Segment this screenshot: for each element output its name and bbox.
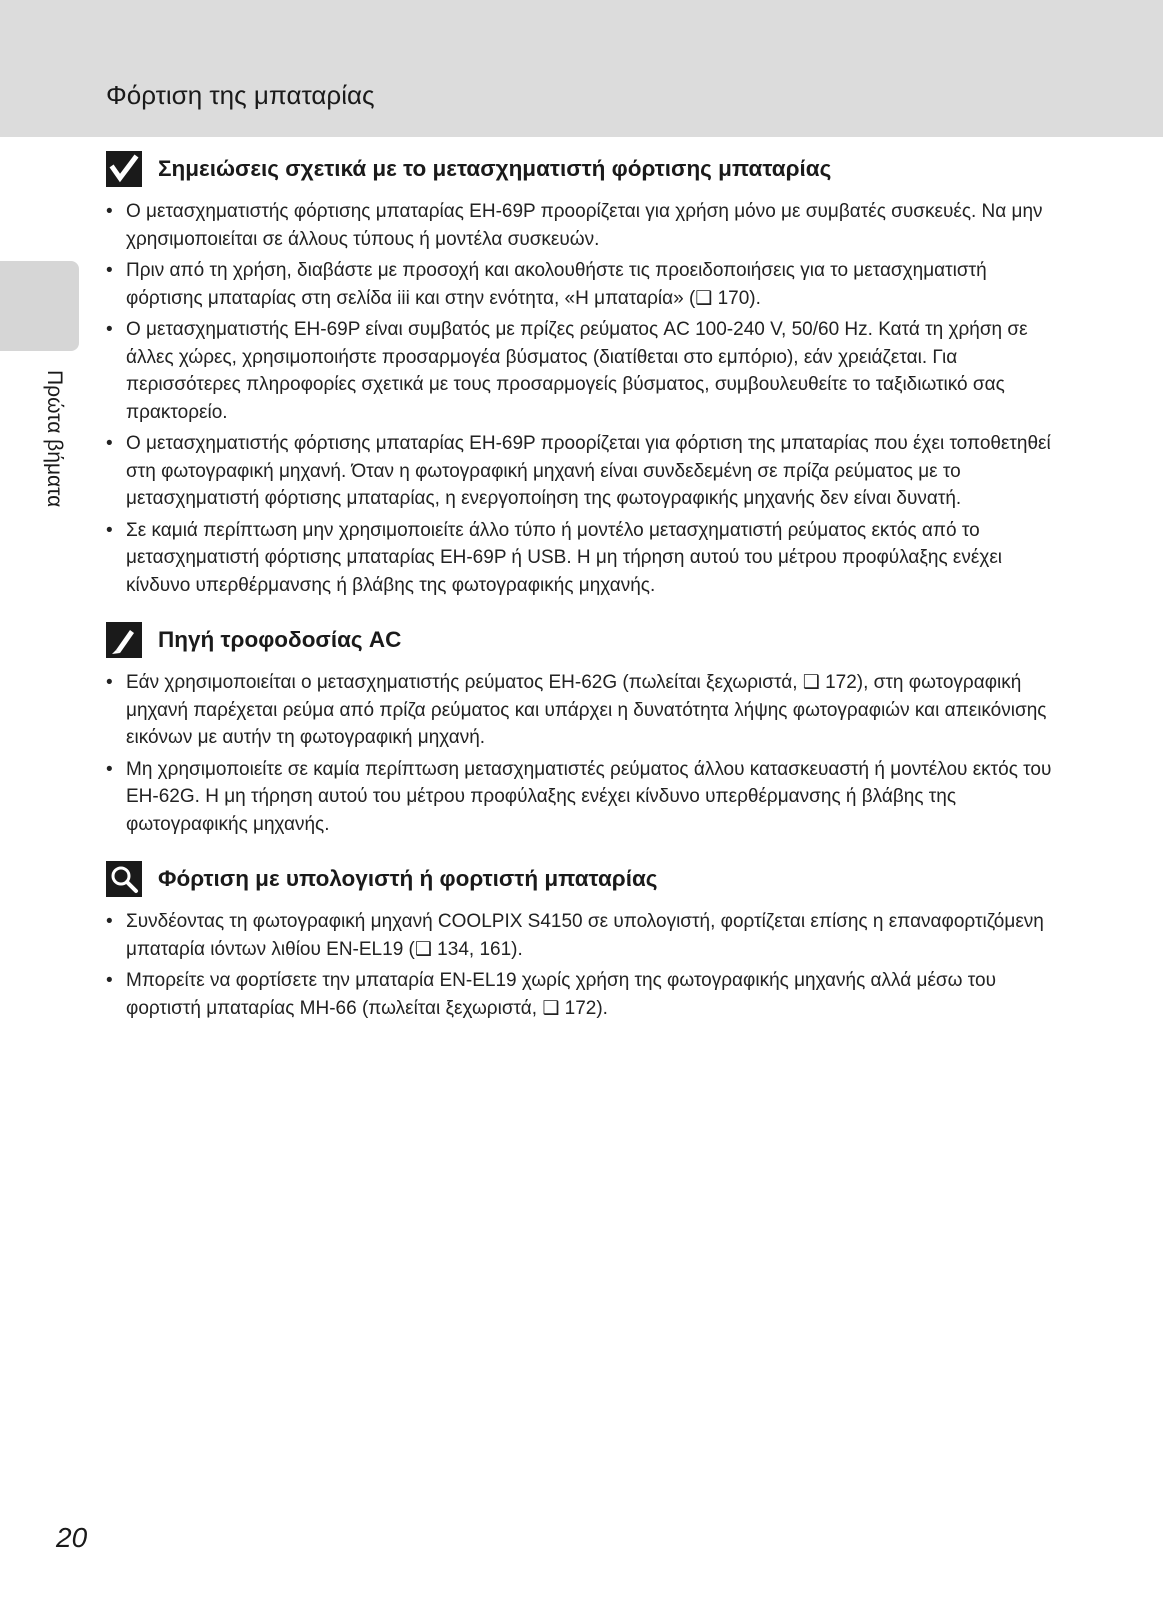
section-heading — [106, 150, 1056, 188]
bullet-list — [106, 198, 1056, 599]
section-title: Σημειώσεις σχετικά με το μετασχηματιστή φόρτισης μπαταρίας — [158, 156, 832, 181]
bullet-list — [106, 908, 1056, 1022]
header-band — [0, 0, 1163, 137]
list-item: • Μπορείτε να φορτίσετε την μπαταρία EN-EL19 χωρίς χρήση της φωτογραφικής μηχανής αλλά μέσω του φορτιστή μπαταρίας MH-66 (πωλείται ξεχωριστά, ❑ 172). — [106, 967, 1056, 1022]
page-number: 20 — [56, 1522, 88, 1553]
list-item: • Ο μετασχηματιστής φόρτισης μπαταρίας EH-69P προορίζεται για φόρτιση της μπαταρίας που έχει τοποθετηθεί στη φωτογραφική μηχανή. Όταν η φωτογραφική μηχανή είναι συνδεδεμένη σε πρίζα ρεύματος με το μετασχηματιστή φόρτισης μπαταρίας, η ενεργοποίηση της φωτογραφικής μηχανής δεν είναι δυνατή. — [106, 430, 1056, 513]
chapter-tab — [0, 261, 79, 351]
check-mark-icon — [106, 151, 142, 187]
list-item: • Ο μετασχηματιστής φόρτισης μπαταρίας EH-69P προορίζεται για χρήση μόνο με συμβατές συσκευές. Να μην χρησιμοποιείται σε άλλους τύπους ή μοντέλα συσκευών. — [106, 198, 1056, 253]
section-charger-notes — [106, 150, 1056, 599]
list-item: • Εάν χρησιμοποιείται ο μετασχηματιστής ρεύματος EH-62G (πωλείται ξεχωριστά, ❑ 172), στη φωτογραφική μηχανή παρέχεται ρεύμα από πρίζα ρεύματος και υπάρχει η δυνατότητα λήψης φωτογραφιών και απεικόνισης εικόνων με αυτήν τη φωτογραφική μηχανή. — [106, 669, 1056, 752]
list-item: • Συνδέοντας τη φωτογραφική μηχανή COOLPIX S4150 σε υπολογιστή, φορτίζεται επίσης η επαναφορτιζόμενη μπαταρία ιόντων λιθίου EN-EL19 (❑ 134, 161). — [106, 908, 1056, 963]
pencil-note-icon — [106, 622, 142, 658]
more-info-icon — [106, 861, 142, 897]
section-heading — [106, 621, 1056, 659]
section-heading — [106, 860, 1056, 898]
section-ac-power — [106, 621, 1056, 838]
page-header-title: Φόρτιση της μπαταρίας — [106, 80, 375, 110]
list-item: • Πριν από τη χρήση, διαβάστε με προσοχή και ακολουθήστε τις προειδοποιήσεις για το μετασχηματιστή φόρτισης μπαταρίας στη σελίδα iii και στην ενότητα, «Η μπαταρία» (❑ 170). — [106, 257, 1056, 312]
section-computer-charging — [106, 860, 1056, 1022]
section-title: Φόρτιση με υπολογιστή ή φορτιστή μπαταρίας — [158, 866, 658, 891]
list-item: • Ο μετασχηματιστής EH-69P είναι συμβατός με πρίζες ρεύματος AC 100-240 V, 50/60 Hz. Κατά τη χρήση σε άλλες χώρες, χρησιμοποιήστε προσαρμογέα βύσματος (διατίθεται στο εμπόριο), εάν χρειάζεται. Για περισσότερες πληροφορίες σχετικά με τους προσαρμογείς βύσματος, συμβουλευθείτε το ταξιδιωτικό σας πρακτορείο. — [106, 316, 1056, 426]
page-content — [106, 150, 1056, 1044]
bullet-list — [106, 669, 1056, 838]
chapter-tab-label: Πρώτα βήματα — [43, 370, 66, 508]
list-item: • Μη χρησιμοποιείτε σε καμία περίπτωση μετασχηματιστές ρεύματος άλλου κατασκευαστή ή μοντέλου εκτός του EH-62G. Η μη τήρηση αυτού του μέτρου προφύλαξης ενέχει κίνδυνο υπερθέρμανσης ή βλάβης της φωτογραφικής μηχανής. — [106, 756, 1056, 839]
list-item: • Σε καμιά περίπτωση μην χρησιμοποιείτε άλλο τύπο ή μοντέλο μετασχηματιστή ρεύματος εκτός από το μετασχηματιστή φόρτισης μπαταρίας EH-69P ή USB. Η μη τήρηση αυτού του μέτρου προφύλαξης ενέχει κίνδυνο υπερθέρμανσης ή βλάβης της φωτογραφικής μηχανής. — [106, 517, 1056, 600]
section-title: Πηγή τροφοδοσίας AC — [158, 627, 402, 652]
